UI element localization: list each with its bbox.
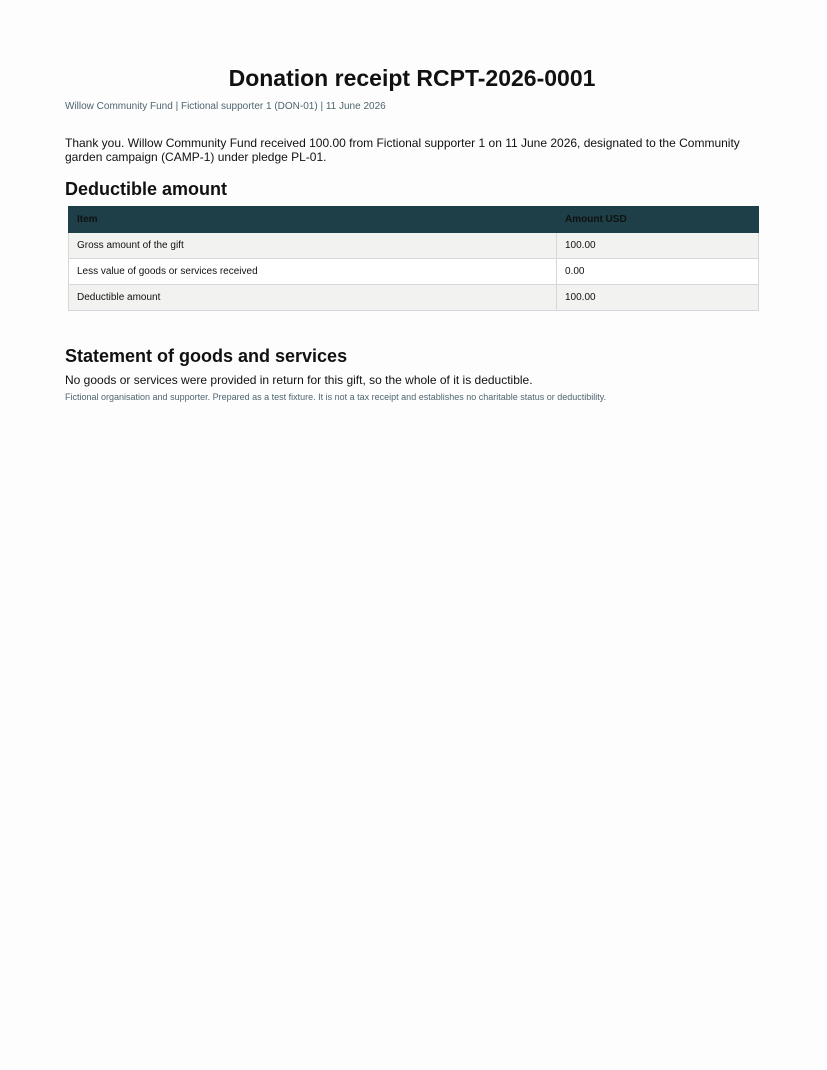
column-header-amount: Amount USD: [557, 207, 759, 233]
intro-paragraph: Thank you. Willow Community Fund received 100.00 from Fictional supporter 1 on 11 June 2026, designated to the Community garden campaign (CAMP-1) under pledge PL-01.: [65, 136, 740, 164]
row-amount-cell: 100.00: [557, 285, 759, 311]
table-row: [69, 285, 759, 311]
deductible-table: [68, 206, 759, 311]
table-row: [69, 259, 759, 285]
disclaimer-text: Fictional organisation and supporter. Prepared as a test fixture. It is not a tax receipt and establishes no charitable status or deductibility.: [65, 392, 607, 402]
row-amount-cell: 0.00: [557, 259, 759, 285]
table-header-row: [69, 207, 759, 233]
row-item-cell: Gross amount of the gift: [69, 233, 557, 259]
page-title: Donation receipt RCPT-2026-0001: [228, 65, 596, 91]
statement-text: No goods or services were provided in return for this gift, so the whole of it is deductible.: [65, 373, 533, 387]
table-row: [69, 233, 759, 259]
row-amount-cell: 100.00: [557, 233, 759, 259]
deductible-heading: Deductible amount: [65, 179, 228, 199]
receipt-meta-line: Willow Community Fund | Fictional supporter 1 (DON-01) | 11 June 2026: [65, 101, 386, 112]
row-item-cell: Deductible amount: [69, 285, 557, 311]
column-header-item: Item: [69, 207, 557, 233]
receipt-page: [65, 0, 759, 403]
row-item-cell: Less value of goods or services received: [69, 259, 557, 285]
statement-heading: Statement of goods and services: [65, 346, 348, 366]
